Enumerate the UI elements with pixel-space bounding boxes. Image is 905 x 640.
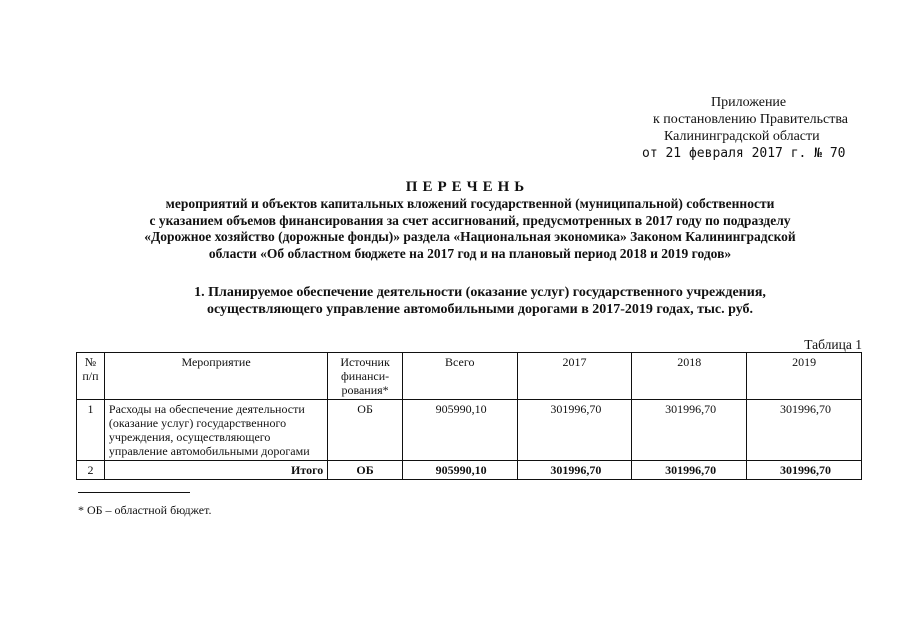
subtitle-line-4: области «Об областном бюджете на 2017 год и на плановый период 2018 и 2019 годов» [208, 245, 732, 261]
appendix-line-3: Калининградской области [664, 129, 820, 144]
row-1-num: 1 [77, 400, 105, 461]
row-1-name-line-3: учреждения, осуществляющего [108, 430, 271, 444]
header-total: Всего [402, 353, 517, 400]
table-row-total [77, 461, 862, 480]
row-1-2019: 301996,70 [747, 400, 862, 461]
table-label: Таблица 1 [804, 337, 862, 352]
header-num-line-1: № [84, 355, 97, 369]
row-2-2017: 301996,70 [517, 461, 632, 480]
header-source-line-3: рования* [341, 383, 389, 397]
subtitle-line-1: мероприятий и объектов капитальных вложений государственной (муниципальной) собственности [165, 196, 775, 211]
row-1-name-line-1: Расходы на обеспечение деятельности [108, 402, 305, 416]
row-2-2018: 301996,70 [632, 461, 747, 480]
subtitle-line-3: «Дорожное хозяйство (дорожные фонды)» раздела «Национальная экономика» Законом Калининградской [144, 229, 796, 244]
section-heading [100, 284, 860, 318]
header-num [77, 353, 105, 400]
table-header-row [77, 353, 862, 400]
header-2019: 2019 [747, 353, 862, 400]
row-2-2019: 301996,70 [747, 461, 862, 480]
row-2-name: Итого [104, 461, 327, 480]
row-1-2017: 301996,70 [517, 400, 632, 461]
header-source-line-1: Источник [340, 355, 390, 369]
document-title: ПЕРЕЧЕНЬ [405, 179, 530, 195]
row-1-name-line-2: (оказание услуг) государственного [108, 416, 287, 430]
footnote-divider [78, 492, 190, 493]
header-2017: 2017 [517, 353, 632, 400]
header-name: Мероприятие [104, 353, 327, 400]
document-subtitle [90, 196, 850, 262]
subtitle-line-2: с указанием объемов финансирования за счет ассигнований, предусмотренных в 2017 году по подразделу [149, 212, 791, 228]
header-source [328, 353, 403, 400]
row-1-2018: 301996,70 [632, 400, 747, 461]
financing-table [76, 352, 862, 480]
appendix-line-2: к постановлению Правительства [653, 112, 849, 127]
row-2-source: ОБ [328, 461, 403, 480]
row-1-name [104, 400, 327, 461]
appendix-line-1: Приложение [711, 95, 787, 110]
row-1-name-line-4: управление автомобильными дорогами [108, 444, 310, 458]
appendix-block [600, 94, 875, 162]
row-2-num: 2 [77, 461, 105, 480]
header-2018: 2018 [632, 353, 747, 400]
section-line-1: 1. Планируемое обеспечение деятельности (оказание услуг) государственного учреждения, [194, 285, 766, 300]
footnote: * ОБ – областной бюджет. [78, 503, 212, 517]
row-2-total: 905990,10 [402, 461, 517, 480]
appendix-line-4: от 21 февраля 2017 г. № 70 [642, 146, 846, 161]
row-1-source: ОБ [328, 400, 403, 461]
table-row [77, 400, 862, 461]
section-line-2: осуществляющего управление автомобильными дорогами в 2017-2019 годах, тыс. руб. [206, 302, 754, 317]
row-1-total: 905990,10 [402, 400, 517, 461]
header-num-line-2: п/п [82, 369, 99, 383]
header-source-line-2: финанси- [341, 369, 390, 383]
